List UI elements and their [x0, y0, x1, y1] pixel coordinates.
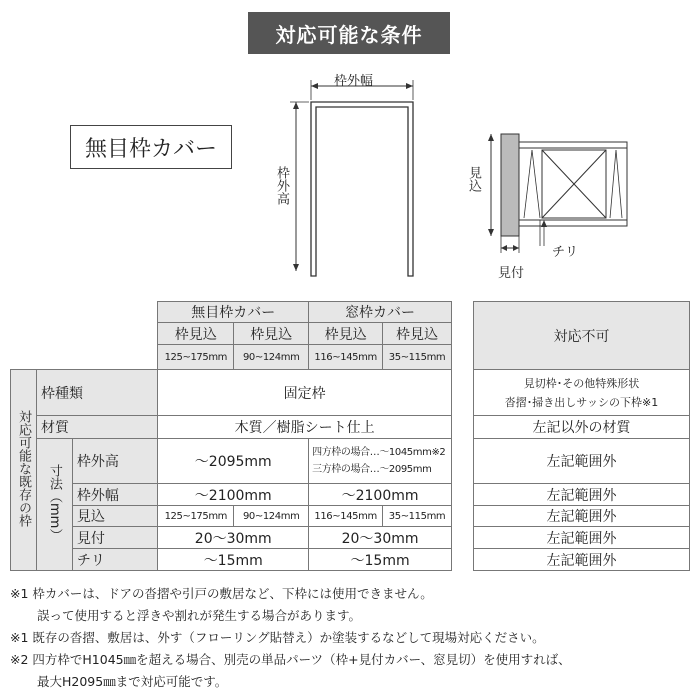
ng-frame-type-1: 見切枠･その他特殊形状	[523, 376, 640, 390]
frame-height-label: 枠外高	[274, 166, 289, 205]
frame-width-label: 枠外幅	[334, 74, 374, 89]
product-name-box: 無目枠カバー	[70, 125, 232, 169]
face-label: 見付	[498, 266, 525, 281]
ng-depth: 左記範囲外	[474, 506, 690, 527]
notes	[10, 583, 695, 693]
group-header-door: 無目枠カバー	[158, 302, 309, 323]
sub-header: 枠見込	[234, 323, 309, 345]
depth-value: 125~175mm	[158, 506, 234, 527]
row-label-depth: 見込	[72, 506, 158, 527]
ng-reveal: 左記範囲外	[474, 549, 690, 571]
reveal-window: ～15mm	[309, 549, 452, 571]
ng-material: 左記以外の材質	[474, 416, 690, 439]
depth-value: 90~124mm	[234, 506, 309, 527]
sub-header: 枠見込	[309, 323, 383, 345]
depth-label: 見込	[466, 166, 481, 192]
row-label-face: 見付	[72, 527, 158, 549]
ng-table	[473, 301, 690, 571]
outer-height-window-1: 四方枠の場合…～1045mm※2	[312, 447, 446, 458]
row-label-outer-width: 枠外幅	[72, 484, 158, 506]
sub-header: 枠見込	[158, 323, 234, 345]
reveal-label: チリ	[552, 245, 579, 260]
note-line: ※1 枠カバーは、ドアの沓摺や引戸の敷居など、下枠には使用できません。	[10, 586, 433, 601]
note-line: 最大H2095㎜まで対応可能です。	[37, 674, 228, 689]
face-door: 20～30mm	[158, 527, 309, 549]
side-label: 対応可能な既存の枠	[15, 409, 31, 527]
outer-height-door: ～2095mm	[158, 439, 309, 484]
outer-width-door: ～2100mm	[158, 484, 309, 506]
row-label-outer-height: 枠外高	[72, 439, 158, 484]
ng-outer-height: 左記範囲外	[474, 439, 690, 484]
note-line: ※2 四方枠でH1045㎜を超える場合、別売の単品パーツ（枠+見付カバー、窓見切）を使用すれば、	[10, 652, 571, 667]
range-header: 35~115mm	[383, 345, 452, 370]
group-header-window: 窓枠カバー	[309, 302, 452, 323]
row-label-frame-type: 枠種類	[36, 370, 157, 416]
spec-table	[10, 301, 452, 571]
range-header: 125~175mm	[158, 345, 234, 370]
sub-header: 枠見込	[383, 323, 452, 345]
outer-height-window-2: 三方枠の場合…～2095mm	[312, 464, 432, 475]
dimension-label: 寸法（mm）	[46, 463, 62, 542]
depth-value: 35~115mm	[383, 506, 452, 527]
page-banner: 対応可能な条件	[248, 12, 450, 54]
ng-header: 対応不可	[474, 302, 690, 370]
row-label-material: 材質	[36, 416, 157, 439]
frame-diagram	[270, 66, 430, 281]
face-window: 20～30mm	[309, 527, 452, 549]
reveal-door: ～15mm	[158, 549, 309, 571]
frame-type-value: 固定枠	[158, 370, 452, 416]
material-value: 木質／樹脂シート仕上	[158, 416, 452, 439]
range-header: 116~145mm	[309, 345, 383, 370]
note-line: ※1 既存の沓摺、敷居は、外す（フローリング貼替え）か塗装するなどして現場対応ください。	[10, 630, 545, 645]
ng-face: 左記範囲外	[474, 527, 690, 549]
row-label-reveal: チリ	[72, 549, 158, 571]
note-line: 誤って使用すると浮きや割れが発生する場合があります。	[37, 608, 362, 623]
range-header: 90~124mm	[234, 345, 309, 370]
depth-value: 116~145mm	[309, 506, 383, 527]
ng-outer-width: 左記範囲外	[474, 484, 690, 506]
outer-width-window: ～2100mm	[309, 484, 452, 506]
ng-frame-type-2: 沓摺･掃き出しサッシの下枠※1	[504, 395, 659, 409]
